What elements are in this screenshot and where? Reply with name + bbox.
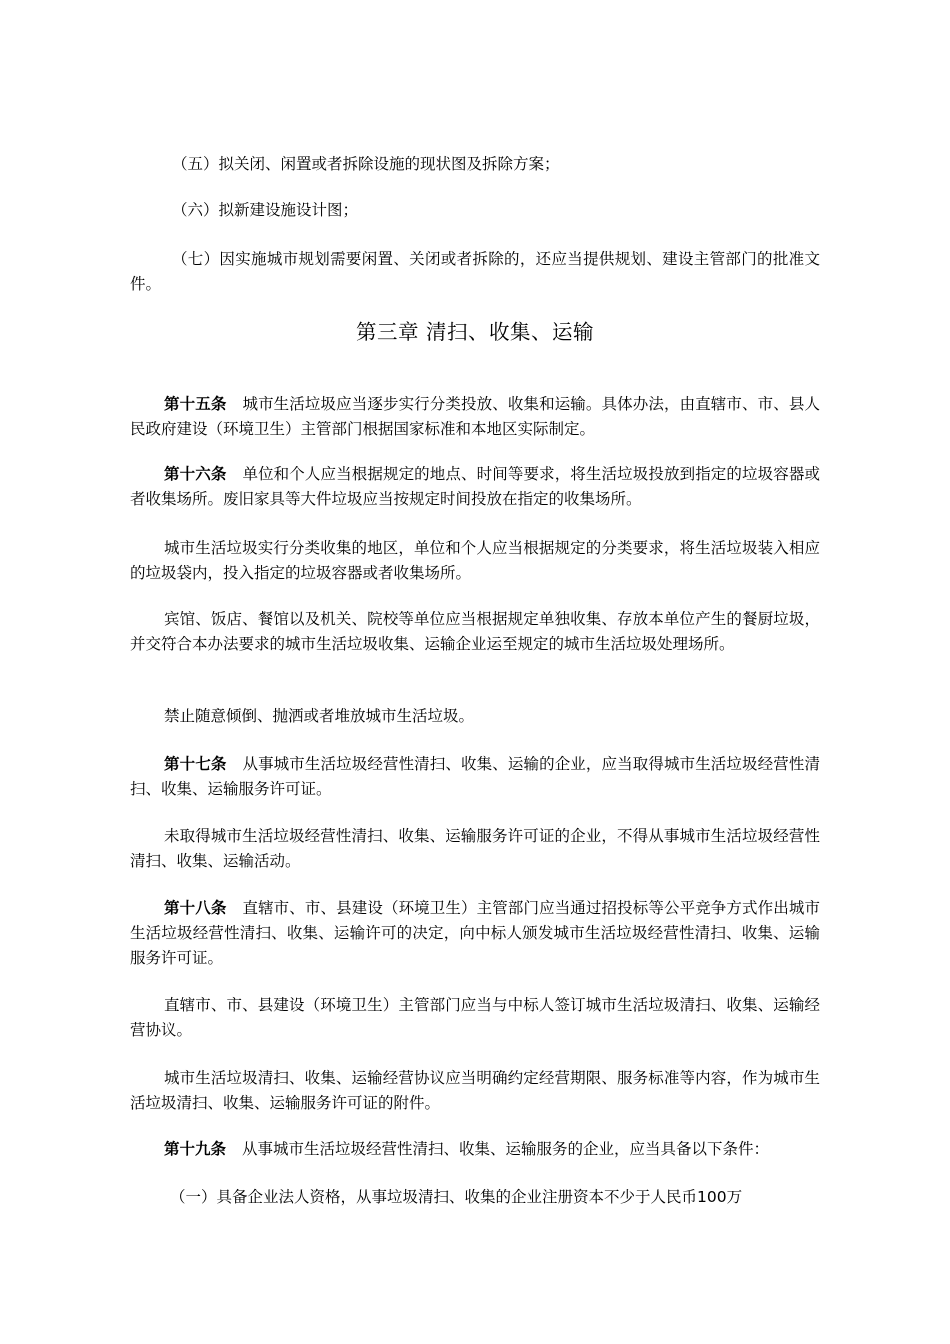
- list-item-6: （六）拟新建设施设计图；: [172, 201, 359, 219]
- article-17-text: 从事城市生活垃圾经营性清扫、收集、运输的企业，应当取得城市生活垃圾经营性清扫、收集、运输服务许可证。: [130, 755, 820, 798]
- article-16-paragraph-4: 禁止随意倾倒、抛洒或者堆放城市生活垃圾。: [164, 707, 475, 725]
- article-15: [130, 392, 820, 442]
- article-17: [130, 752, 820, 802]
- article-19-label: 第十九条: [164, 1140, 227, 1158]
- article-19-item-1: （一）具备企业法人资格，从事垃圾清扫、收集的企业注册资本不少于人民币100万: [170, 1188, 743, 1206]
- article-16-label: 第十六条: [164, 465, 227, 483]
- article-17-paragraph-2: 未取得城市生活垃圾经营性清扫、收集、运输服务许可证的企业，不得从事城市生活垃圾经营性清扫、收集、运输活动。: [130, 827, 820, 870]
- article-18-paragraph-3: 城市生活垃圾清扫、收集、运输经营协议应当明确约定经营期限、服务标准等内容，作为城市生活垃圾清扫、收集、运输服务许可证的附件。: [130, 1069, 820, 1112]
- article-15-label: 第十五条: [164, 395, 227, 413]
- article-17-label: 第十七条: [164, 755, 227, 773]
- article-18-paragraph-2: 直辖市、市、县建设（环境卫生）主管部门应当与中标人签订城市生活垃圾清扫、收集、运输经营协议。: [130, 996, 820, 1039]
- article-16-paragraph-2: 城市生活垃圾实行分类收集的地区，单位和个人应当根据规定的分类要求，将生活垃圾装入相应的垃圾袋内，投入指定的垃圾容器或者收集场所。: [130, 539, 820, 582]
- article-18-text: 直辖市、市、县建设（环境卫生）主管部门应当通过招投标等公平竞争方式作出城市生活垃圾经营性清扫、收集、运输许可的决定，向中标人颁发城市生活垃圾经营性清扫、收集、运输服务许可证。: [130, 899, 820, 967]
- article-19: [130, 1137, 820, 1162]
- article-15-text: 城市生活垃圾应当逐步实行分类投放、收集和运输。具体办法，由直辖市、市、县人民政府建设（环境卫生）主管部门根据国家标准和本地区实际制定。: [130, 395, 820, 438]
- article-18: [130, 896, 820, 971]
- list-item-7: （七）因实施城市规划需要闲置、关闭或者拆除的，还应当提供规划、建设主管部门的批准文件。: [130, 250, 820, 293]
- article-19-text: 从事城市生活垃圾经营性清扫、收集、运输服务的企业，应当具备以下条件：: [242, 1140, 770, 1158]
- article-16: [130, 462, 820, 512]
- article-16-text: 单位和个人应当根据规定的地点、时间等要求，将生活垃圾投放到指定的垃圾容器或者收集场所。废旧家具等大件垃圾应当按规定时间投放在指定的收集场所。: [130, 465, 820, 508]
- article-16-paragraph-3: 宾馆、饭店、餐馆以及机关、院校等单位应当根据规定单独收集、存放本单位产生的餐厨垃圾，并交符合本办法要求的城市生活垃圾收集、运输企业运至规定的城市生活垃圾处理场所。: [130, 610, 820, 653]
- article-18-label: 第十八条: [164, 899, 227, 917]
- list-item-5: （五）拟关闭、闲置或者拆除设施的现状图及拆除方案；: [172, 155, 560, 173]
- chapter-title: 第三章 清扫、收集、运输: [355, 320, 595, 344]
